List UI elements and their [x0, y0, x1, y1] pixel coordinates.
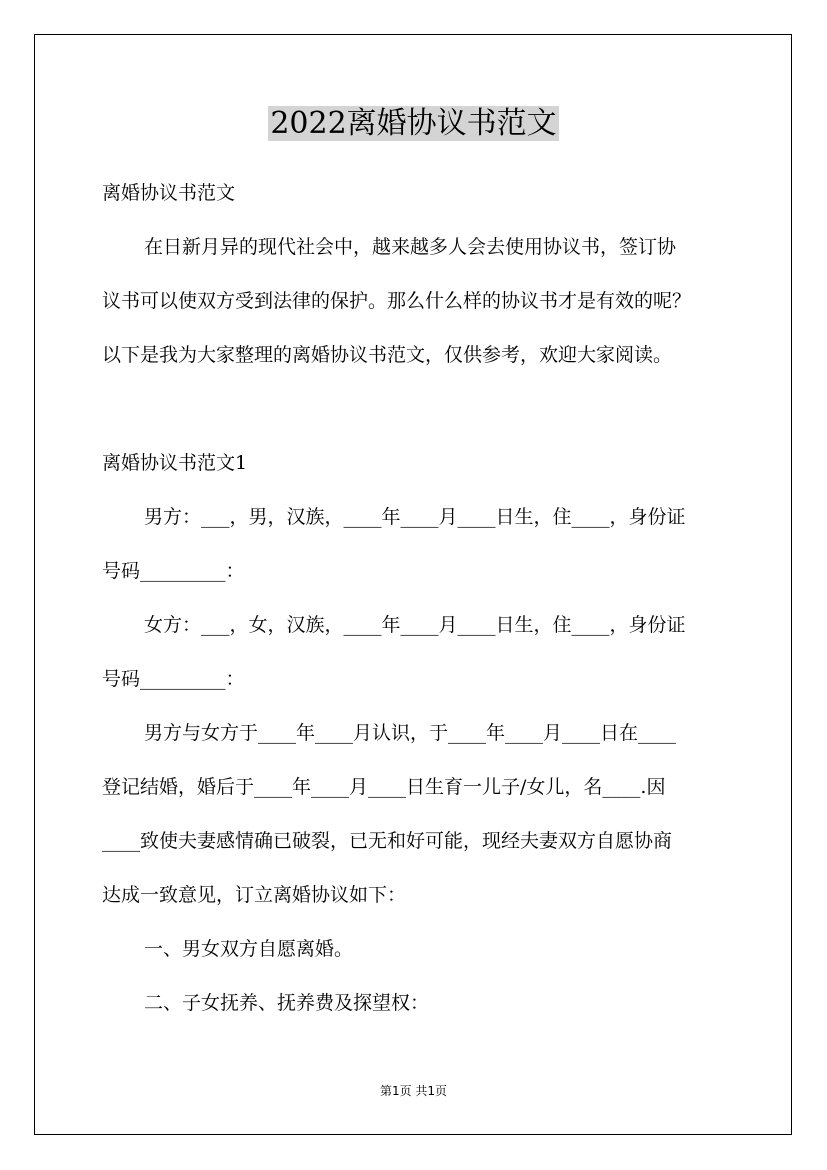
document-title: [0, 104, 827, 144]
paragraph-line: 二、子女抚养、抚养费及探望权：: [144, 992, 430, 1014]
document-title-text: 2022离婚协议书范文: [270, 106, 557, 141]
blank-line: [102, 382, 727, 436]
document-body: [102, 166, 727, 1030]
paragraph-line: 以下是我为大家整理的离婚协议书范文，仅供参考，欢迎大家阅读。: [102, 344, 673, 366]
paragraph-line: 号码_________：: [102, 668, 245, 690]
paragraph-line: 登记结婚，婚后于____年____月____日生育一儿子/女儿，名____.因: [102, 776, 666, 798]
paragraph-line: ____致使夫妻感情确已破裂，已无和好可能，现经夫妻双方自愿协商: [102, 830, 673, 852]
section-heading: 离婚协议书范文1: [102, 452, 248, 474]
section-heading: 离婚协议书范文: [102, 182, 236, 204]
paragraph-line: 在日新月异的现代社会中，越来越多人会去使用协议书，签订协: [144, 236, 677, 258]
page-number-footer: 第1页 共1页: [379, 1084, 448, 1098]
paragraph-line: 达成一致意见，订立离婚协议如下：: [102, 884, 407, 906]
paragraph-line: 女方：___，女，汉族，____年____月____日生，住____，身份证: [144, 614, 686, 636]
paragraph-line: 男方：___，男，汉族，____年____月____日生，住____，身份证: [144, 506, 686, 528]
paragraph-line: 议书可以使双方受到法律的保护。那么什么样的协议书才是有效的呢？: [102, 290, 692, 312]
paragraph-line: 号码_________：: [102, 560, 245, 582]
paragraph-line: 男方与女方于____年____月认识，于____年____月____日在____: [144, 722, 677, 744]
paragraph-line: 一、男女双方自愿离婚。: [144, 938, 354, 960]
